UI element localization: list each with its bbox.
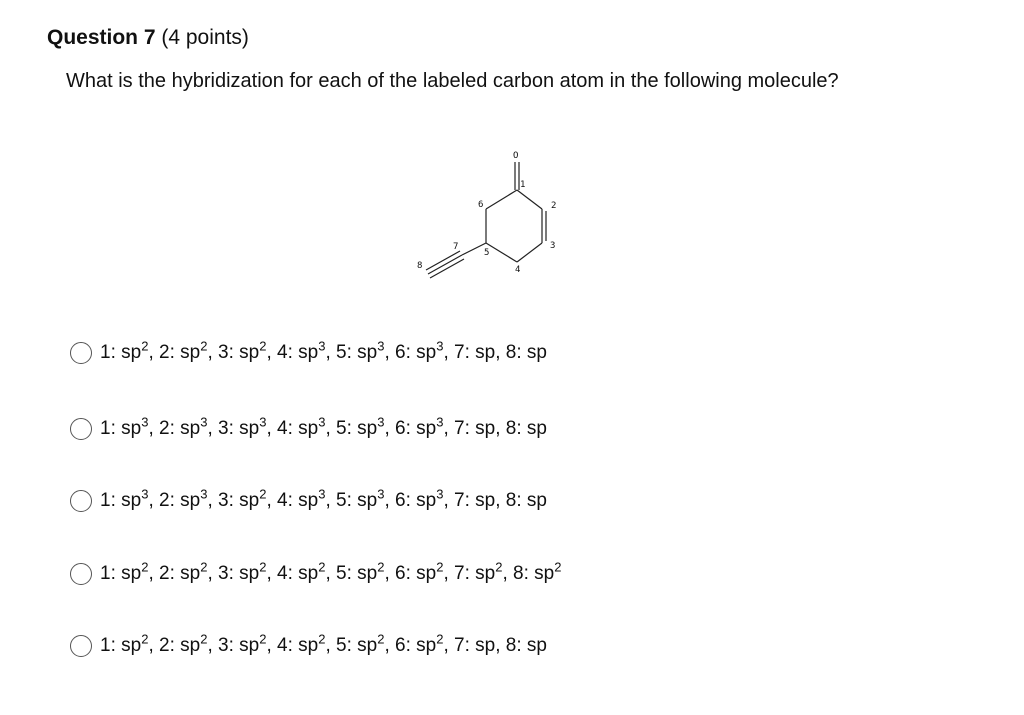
superscript: 2 [259,338,267,354]
superscript: 3 [318,414,326,430]
radio-button[interactable] [70,490,92,512]
superscript: 2 [200,559,208,575]
superscript: 2 [554,559,562,575]
bond-triple-a [428,255,462,274]
atom-label-5: 5 [484,248,490,258]
bond-triple-b [426,251,460,270]
superscript: 2 [141,631,149,647]
answer-option-5[interactable] [70,631,547,661]
superscript: 3 [377,414,385,430]
answer-option-text: 1: $sp^3$, 2: $sp^3$, 3: $sp^3$, 4: $sp^3$, 5: $sp^3$, 6: $sp^3$, 7: sp, 8: sp [100,414,547,439]
question-text: What is the hybridization for each of the labeled carbon atom in the following molecule? [66,70,839,92]
atom-labels [417,151,556,275]
atom-label-7: 7 [453,242,459,252]
bond-3-4 [517,243,542,262]
atom-label-4: 4 [515,265,521,275]
atom-label-1: 1 [520,180,526,190]
superscript: 3 [200,486,208,502]
superscript: 3 [318,338,326,354]
superscript: 2 [377,559,385,575]
superscript: 2 [318,559,326,575]
superscript: 3 [436,486,444,502]
radio-button[interactable] [70,635,92,657]
bond-4-5 [486,243,517,262]
superscript: 2 [436,559,444,575]
superscript: 2 [436,631,444,647]
answer-option-1[interactable] [70,338,547,368]
answer-option-text: 1: $sp^3$, 2: $sp^3$, 3: $sp^2$, 4: $sp^3$, 5: $sp^3$, 6: $sp^3$, 7: sp, 8: sp [100,486,547,511]
answer-option-2[interactable] [70,414,547,444]
superscript: 2 [259,631,267,647]
superscript: 3 [318,486,326,502]
superscript: 2 [200,631,208,647]
superscript: 2 [495,559,503,575]
radio-button[interactable] [70,563,92,585]
superscript: 2 [141,338,149,354]
bond-1-2 [517,190,542,209]
answer-option-3[interactable] [70,486,547,516]
superscript: 3 [377,338,385,354]
superscript: 3 [259,414,267,430]
atom-label-3: 3 [550,241,556,251]
superscript: 2 [259,486,267,502]
superscript: 2 [259,559,267,575]
radio-button[interactable] [70,418,92,440]
molecule-svg [410,145,580,290]
atom-label-6: 6 [478,200,484,210]
molecule-bonds [426,162,546,278]
answer-option-4[interactable] [70,559,561,589]
superscript: 3 [141,414,149,430]
radio-button[interactable] [70,342,92,364]
superscript: 3 [436,338,444,354]
superscript: 3 [377,486,385,502]
bond-6-1 [486,190,517,209]
answer-option-text: 1: $sp^2$, 2: $sp^2$, 3: $sp^2$, 4: $sp^2$, 5: $sp^2$, 6: $sp^2$, 7: sp, 8: sp [100,631,547,656]
question-header [47,26,249,50]
superscript: 2 [318,631,326,647]
bond-5-7 [462,243,486,255]
superscript: 3 [141,486,149,502]
question-title: Question 7 [47,26,156,49]
answer-option-text: 1: $sp^2$, 2: $sp^2$, 3: $sp^2$, 4: $sp^3$, 5: $sp^3$, 6: $sp^3$, 7: sp, 8: sp [100,338,547,363]
question-points: (4 points) [161,26,249,49]
atom-label-8: 8 [417,261,423,271]
answer-option-text: 1: $sp^2$, 2: $sp^2$, 3: $sp^2$, 4: $sp^2$, 5: $sp^2$, 6: $sp^2$, 7: $sp^2$, 8: $sp^2$ [100,559,562,584]
superscript: 3 [200,414,208,430]
atom-label-o: O [513,151,519,161]
superscript: 2 [200,338,208,354]
molecule-diagram [410,145,580,290]
superscript: 2 [141,559,149,575]
superscript: 3 [436,414,444,430]
atom-label-2: 2 [551,201,557,211]
bond-triple-c [430,259,464,278]
superscript: 2 [377,631,385,647]
